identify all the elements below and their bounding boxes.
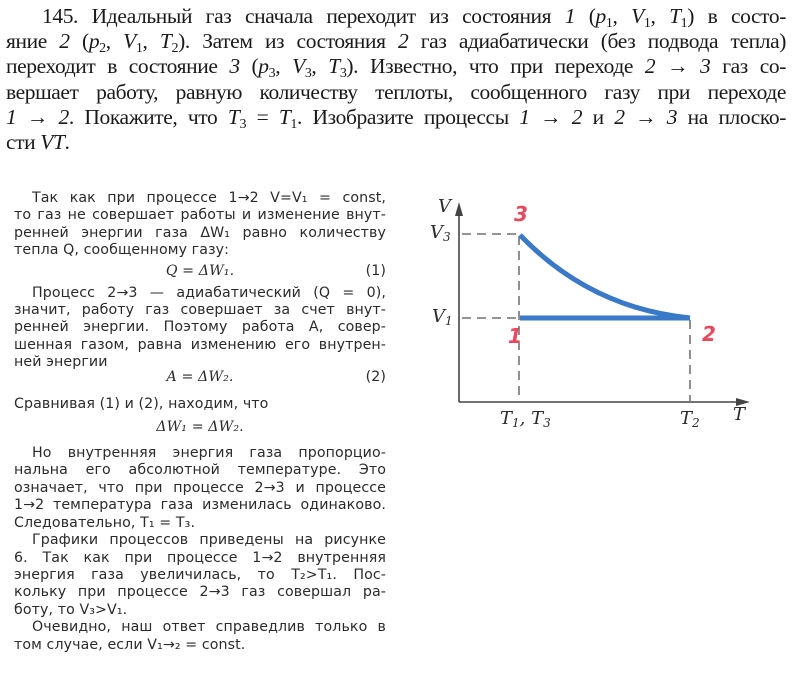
problem-statement (6, 4, 786, 155)
text-line: означает, что при процессе 2→3 и процессе (14, 479, 386, 496)
problem-line-6: сти VT. (6, 130, 70, 155)
equation-expression: Q = ΔW₁. (165, 262, 235, 279)
problem-line-3: переходит в состояние 3 ($p_3$, $V_3$, $T_3$). Известно, что при переходе 2 → 3 газ со- (6, 54, 786, 82)
v-axis-arrow-icon (455, 202, 463, 216)
text-line: Так как при процессе 1→2 V=V₁ = const, (32, 190, 386, 206)
text-line: Но внутренняя энергия газа пропорцио- (32, 445, 386, 462)
text-line: то газ не совершает работы и изменение внут- (14, 207, 386, 224)
t-axis-label: T (733, 404, 746, 425)
text-line: том случае, если V₁→₂ = const. (14, 636, 246, 653)
axes (459, 208, 746, 402)
text-line: Следовательно, T₁ = T₃. (14, 514, 196, 531)
text-line: ренней энергии. Поэтому работа A, совер- (14, 319, 386, 336)
text-line: значит, работу газ совершает за счет внут- (14, 302, 386, 319)
text-line: ренней энергии газа ΔW₁ равно количеству (14, 224, 386, 241)
problem-line-4: вершает работу, равную количеству теплоты, сообщенного газу при переходе (6, 79, 786, 104)
text-line: Процесс 2→3 — адиабатический (Q = 0), (32, 284, 386, 301)
solution-paragraph-3 (14, 396, 386, 413)
solution-paragraph-4 (14, 445, 386, 532)
problem-line-1: 145. Идеальный газ сначала переходит из состояния 1 ($p_1$, $V_1$, $T_1$) в состо- (42, 4, 786, 31)
text-line: энергия газа увеличилась, то T₂>T₁. Пос- (14, 566, 386, 583)
problem-line-2: яние 2 ($p_2$, $V_1$, $T_2$). Затем из состояния 2 газ адиабатически (без подвода тепла) (6, 29, 786, 57)
t2-tick-label: $T_2$ (680, 408, 700, 430)
point-2-label: 2 (702, 322, 716, 346)
equation-1 (14, 260, 386, 282)
vt-plot (420, 190, 780, 440)
text-line: Графики процессов приведены на рисунке (32, 532, 386, 549)
equation-number: (2) (365, 368, 386, 385)
text-line: кольку при процессе 2→3 газ совершал ра- (14, 584, 386, 601)
text-line: 6. Так как при процессе 1→2 внутренняя (14, 549, 386, 566)
text-line: тепла Q, сообщенному газу: (14, 242, 230, 259)
text-line: 1→2 температура газа изменилась одинаково. (14, 497, 386, 514)
text-line: боту, то V₃>V₁. (14, 601, 128, 618)
v-axis-label: V (438, 196, 451, 217)
t1-t3-tick-label: $T_1$, $T_3$ (500, 408, 551, 430)
equation-expression: ΔW₁ = ΔW₂. (156, 419, 244, 436)
text-line: ней энергии (14, 354, 108, 371)
solution-paragraph-2 (14, 285, 386, 372)
problem-line-5: 1 → 2. Покажите, что $T_3 = T_1$. Изобразите процессы 1 → 2 и 2 → 3 на плоско- (6, 104, 786, 132)
point-1-label: 1 (508, 324, 522, 348)
equation-3 (14, 413, 386, 441)
solution-paragraph-5 (14, 532, 386, 619)
point-3-label: 3 (514, 202, 528, 226)
text-line: нальна его абсолютной температуре. Это (14, 462, 386, 479)
solution-text (14, 190, 386, 654)
text-line: Сравнивая (1) и (2), находим, что (14, 395, 269, 412)
equation-expression: A = ΔW₂. (166, 368, 234, 385)
v1-tick-label: $V_1$ (432, 306, 453, 328)
equation-2 (14, 366, 386, 388)
text-line: Очевидно, наш ответ справедлив только в (32, 619, 386, 636)
v3-tick-label: $V_3$ (430, 222, 451, 244)
solution-paragraph-6 (14, 619, 386, 654)
equation-number: (1) (365, 262, 386, 279)
solution-paragraph-1 (14, 190, 386, 260)
text-line: шенная газом, равна изменению его внутрен- (14, 336, 386, 353)
vt-diagram (420, 190, 780, 440)
process-2-3-adiabat (520, 235, 690, 318)
